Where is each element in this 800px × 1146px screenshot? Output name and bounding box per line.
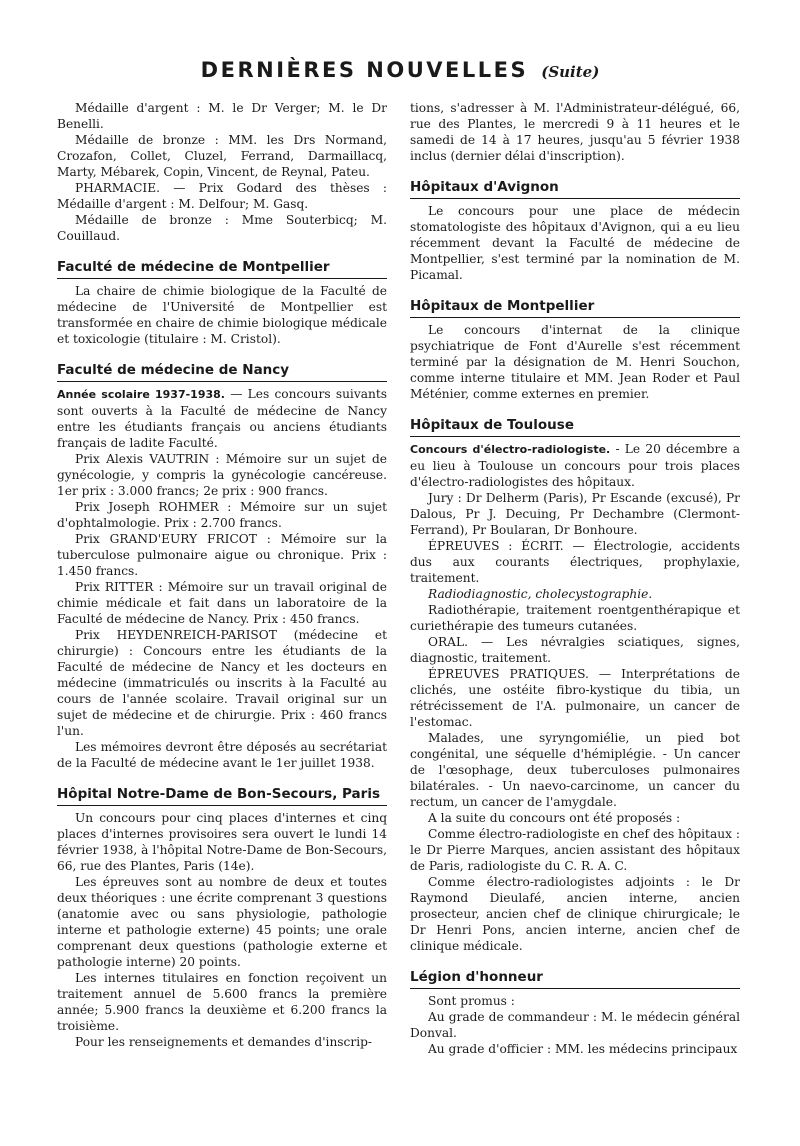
- paragraph: ÉPREUVES : ÉCRIT. — Électrologie, accidents dus aux courants électriques, prophylaxie, traitement.: [410, 539, 740, 585]
- paragraph: ÉPREUVES PRATIQUES. — Interprétations de clichés, une ostéite fibro-kystique du tibia, un rétrécissement de l'A. pulmonaire, un cancer de l'estomac.: [410, 667, 740, 729]
- paragraph: Pour les renseignements et demandes d'inscrip-: [75, 1035, 373, 1049]
- section-title: Hôpitaux de Montpellier: [410, 297, 740, 318]
- paragraph: Prix HEYDENREICH-PARISOT (médecine et chirurgie) : Concours entre les étudiants de la Faculté de médecine de Nancy et les docteurs en médecine (immatriculés ou inscrits à la Faculté au cours de l'année scolaire. Travail original sur un sujet de médecine et de chirurgie. Prix : 460 francs l'un.: [57, 628, 387, 738]
- page-title-suite: (Suite): [541, 63, 600, 81]
- section-title: Hôpitaux de Toulouse: [410, 416, 740, 437]
- paragraph: Prix GRAND'EURY FRICOT : Mémoire sur la tuberculose pulmonaire aigue ou chronique. Prix : 1.450 francs.: [57, 532, 387, 578]
- section-montpellier-faculty: [57, 258, 387, 347]
- continuation-paragraph: tions, s'adresser à M. l'Administrateur-délégué, 66, rue des Plantes, le mercredi 9 à 11 heures et le samedi de 14 à 17 heures, jusqu'au 5 février 1938 inclus (dernier délai d'inscription).: [410, 101, 740, 163]
- section-title: Hôpital Notre-Dame de Bon-Secours, Paris: [57, 785, 387, 806]
- right-column: [410, 100, 740, 1057]
- paragraph: Jury : Dr Delherm (Paris), Pr Escande (excusé), Pr Dalous, Pr J. Decuing, Pr Dechambre (Clermont-Ferrand), Pr Boularan, Dr Bonhoure.: [410, 491, 740, 537]
- section-title: Légion d'honneur: [410, 968, 740, 989]
- section-bon-secours: [57, 785, 387, 1050]
- paragraph: La chaire de chimie biologique de la Faculté de médecine de l'Université de Montpellier est transformée en chaire de chimie biologique médicale et toxicologie (titulaire : M. Cristol).: [57, 284, 387, 346]
- paragraph: PHARMACIE. — Prix Godard des thèses : Médaille d'argent : M. Delfour; M. Gasq.: [57, 181, 387, 211]
- section-toulouse: [410, 416, 740, 954]
- paragraph: A la suite du concours ont été proposés :: [428, 811, 681, 825]
- lead-text: Concours d'électro-radiologiste.: [410, 443, 611, 456]
- left-column: [57, 100, 387, 1050]
- paragraph: Au grade de commandeur : M. le médecin général Donval.: [410, 1010, 740, 1040]
- page-title: DERNIÈRES NOUVELLES: [200, 58, 529, 82]
- section-avignon: [410, 178, 740, 283]
- paragraph: Les mémoires devront être déposés au secrétariat de la Faculté de médecine avant le 1er juillet 1938.: [57, 740, 387, 770]
- paragraph: Malades, une syryngomiélie, un pied bot congénital, une séquelle d'hémiplégie. - Un cancer de l'œsophage, deux tuberculoses pulmonaires bilatérales. - Un naevo-carcinome, un cancer du rectum, un cancer de l'amygdale.: [410, 731, 740, 809]
- section-nancy-faculty: [57, 361, 387, 771]
- section-title: Faculté de médecine de Nancy: [57, 361, 387, 382]
- paragraph: Au grade d'officier : MM. les médecins principaux: [428, 1042, 738, 1056]
- section-title: Faculté de médecine de Montpellier: [57, 258, 387, 279]
- paragraph: Le concours pour une place de médecin stomatologiste des hôpitaux d'Avignon, qui a eu lieu récemment devant la Faculté de médecine de Montpellier, s'est terminé par la nomination de M. Picamal.: [410, 204, 740, 282]
- section-montpellier-hospitals: [410, 297, 740, 402]
- paragraph: Comme électro-radiologistes adjoints : le Dr Raymond Dieulafé, ancien interne, ancien prosecteur, ancien chef de clinique chirurgicale; le Dr Henri Pons, ancien interne, ancien chef de clinique médicale.: [410, 875, 740, 953]
- paragraph: Radiothérapie, traitement roentgenthérapique et curiethérapie des tumeurs cutanées.: [410, 603, 740, 633]
- paragraph: Radiodiagnostic, cholecystographie.: [428, 587, 653, 601]
- paragraph-text: — Les concours suivants sont ouverts à la Faculté de médecine de Nancy entre les étudiants français ou anciens étudiants français de ladite Faculté.: [57, 387, 387, 450]
- paragraph: ORAL. — Les névralgies sciatiques, signes, diagnostic, traitement.: [410, 635, 740, 665]
- paragraph: Le concours d'internat de la clinique psychiatrique de Font d'Aurelle s'est récemment terminé par la désignation de M. Henri Souchon, comme interne titulaire et MM. Jean Roder et Paul Méténier, comme externes en premier.: [410, 323, 740, 401]
- paragraph: Prix RITTER : Mémoire sur un travail original de chimie médicale et fait dans un laboratoire de la Faculté de médecine de Nancy. Prix : 450 francs.: [57, 580, 387, 626]
- paragraph: Les internes titulaires en fonction reçoivent un traitement annuel de 5.600 francs la première année; 5.900 francs la deuxième et 6.200 francs la troisième.: [57, 971, 387, 1033]
- paragraph-with-lead: [57, 386, 387, 451]
- awards-intro: [57, 100, 387, 244]
- paragraph: Prix Alexis VAUTRIN : Mémoire sur un sujet de gynécologie, y compris la gynécologie cancéreuse. 1er prix : 3.000 francs; 2e prix : 900 francs.: [57, 452, 387, 498]
- page-header: [0, 58, 800, 82]
- paragraph: Médaille de bronze : MM. les Drs Normand, Crozafon, Collet, Cluzel, Ferrand, Darmaillacq, Marty, Mébarek, Copin, Vincent, de Reynal, Pateu.: [57, 133, 387, 179]
- paragraph-text: - Le 20 décembre a eu lieu à Toulouse un concours pour trois places d'électro-radiologistes des hôpitaux.: [410, 442, 740, 489]
- paragraph: Médaille d'argent : M. le Dr Verger; M. le Dr Benelli.: [57, 101, 387, 131]
- paragraph: Les épreuves sont au nombre de deux et toutes deux théoriques : une écrite comprenant 3 questions (anatomie avec ou sans physiologie, pathologie interne et pathologie externe) 45 points; une orale comprenant deux questions (pathologie externe et pathologie interne) 20 points.: [57, 875, 387, 969]
- paragraph-with-lead: [410, 441, 740, 490]
- section-legion-honneur: [410, 968, 740, 1057]
- paragraph: Médaille de bronze : Mme Souterbicq; M. Couillaud.: [57, 213, 387, 243]
- lead-text: Année scolaire 1937-1938.: [57, 388, 225, 401]
- section-title: Hôpitaux d'Avignon: [410, 178, 740, 199]
- paragraph: Un concours pour cinq places d'internes et cinq places d'internes provisoires sera ouvert le lundi 14 février 1938, à l'hôpital Notre-Dame de Bon-Secours, 66, rue des Plantes, Paris (14e).: [57, 811, 387, 873]
- paragraph: Sont promus :: [428, 994, 515, 1008]
- paragraph: Comme électro-radiologiste en chef des hôpitaux : le Dr Pierre Marques, ancien assistant des hôpitaux de Paris, radiologiste du C. R. A. C.: [410, 827, 740, 873]
- paragraph: Prix Joseph ROHMER : Mémoire sur un sujet d'ophtalmologie. Prix : 2.700 francs.: [57, 500, 387, 530]
